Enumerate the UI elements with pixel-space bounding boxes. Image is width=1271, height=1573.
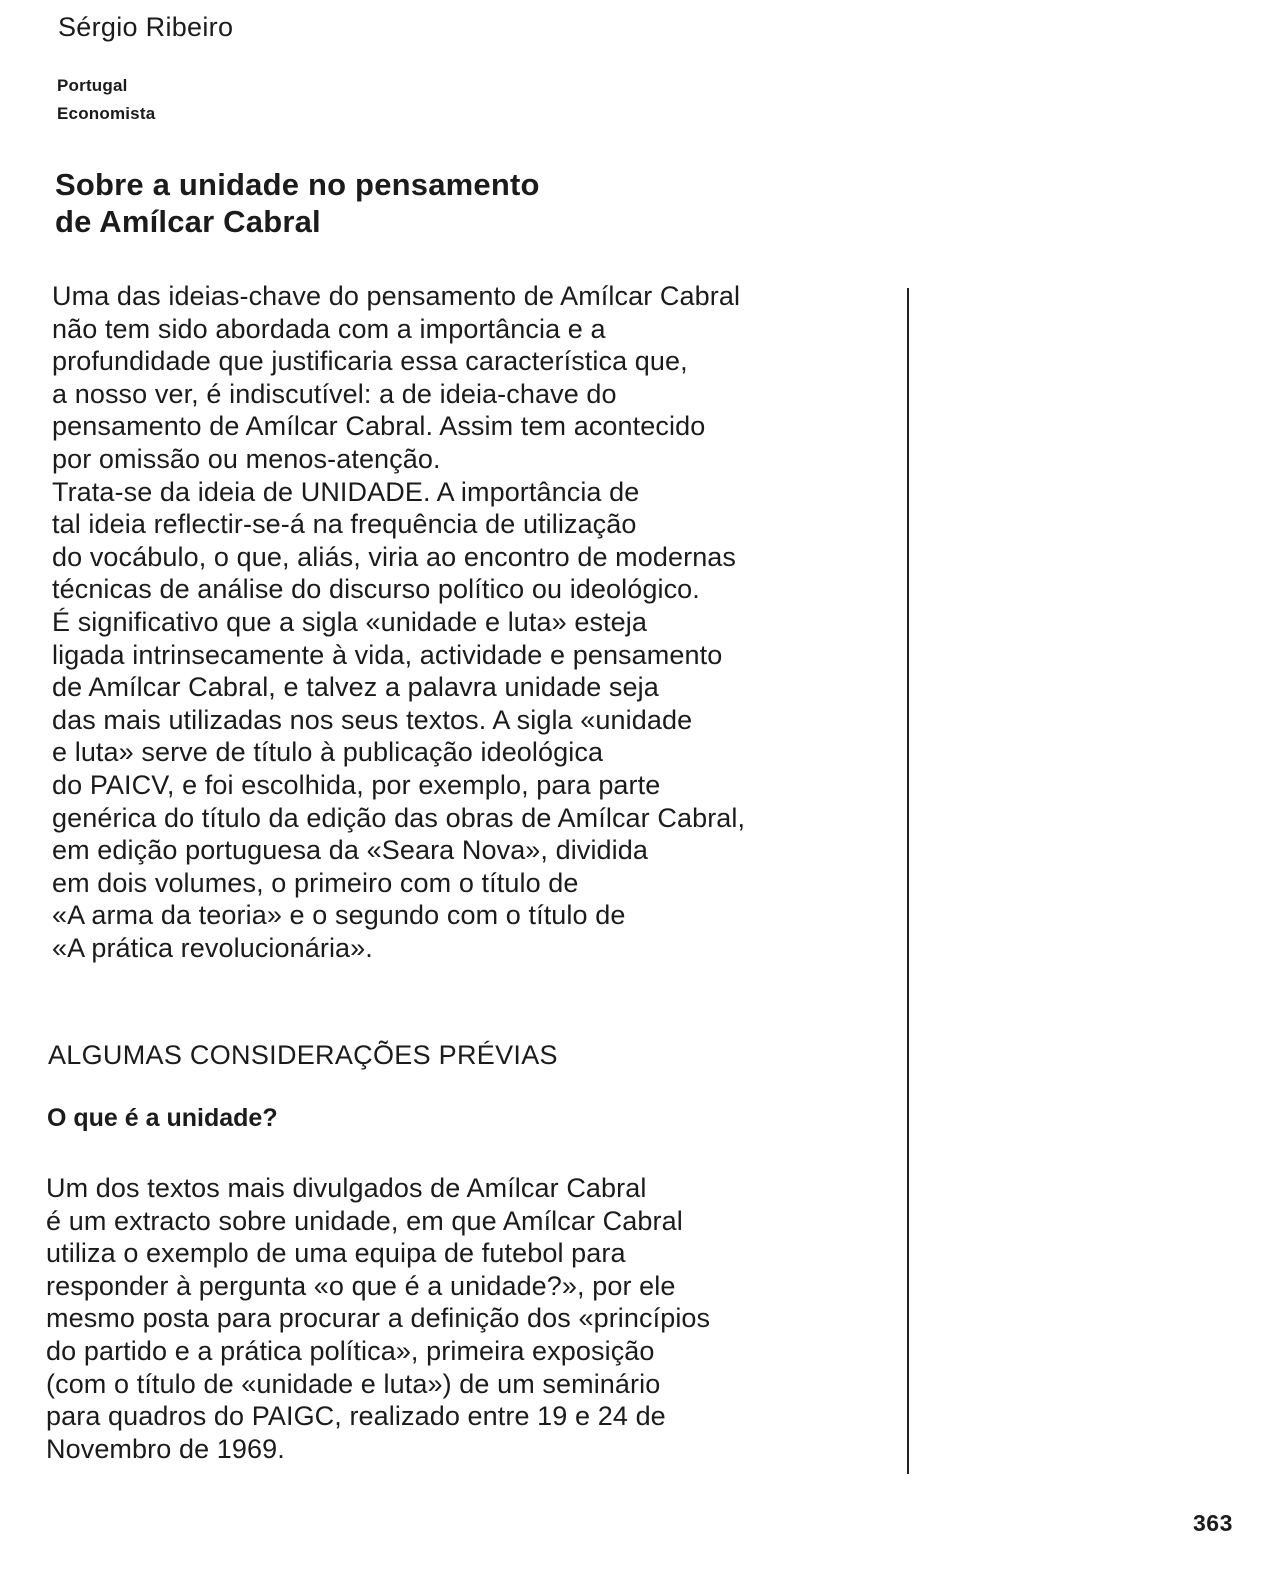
text-line: ligada intrinsecamente à vida, actividade e pensamento (52, 639, 723, 670)
text-line: É significativo que a sigla «unidade e luta» esteja (52, 606, 647, 637)
title-line: de Amílcar Cabral (55, 204, 321, 239)
page-number: 363 (1193, 1510, 1233, 1536)
text-line: Trata-se da ideia de UNIDADE. A importância de (52, 476, 640, 507)
text-line: Um dos textos mais divulgados de Amílcar Cabral (46, 1173, 647, 1203)
text-line: em edição portuguesa da «Seara Nova», dividida (52, 835, 648, 866)
text-line: mesmo posta para procurar a definição dos «princípios (46, 1303, 711, 1334)
text-line: pensamento de Amílcar Cabral. Assim tem acontecido (52, 411, 706, 442)
text-line: não tem sido abordada com a importância e a (52, 313, 606, 344)
author-name: Sérgio Ribeiro (58, 12, 234, 42)
text-line: do vocábulo, o que, aliás, viria ao encontro de modernas (52, 541, 737, 572)
article-title (55, 166, 540, 240)
text-line: «A arma da teoria» e o segundo com o título de (52, 900, 626, 931)
text-line: das mais utilizadas nos seus textos. A sigla «unidade (52, 704, 693, 735)
section-paragraph (46, 1172, 710, 1465)
text-line: do partido e a prática política», primeira exposição (46, 1335, 655, 1366)
text-line: em dois volumes, o primeiro com o título de (52, 867, 579, 898)
subsection-heading: O que é a unidade? (47, 1104, 278, 1132)
text-line: Uma das ideias-chave do pensamento de Amílcar Cabral (52, 281, 741, 311)
text-line: do PAICV, e foi escolhida, por exemplo, para parte (52, 769, 661, 800)
text-line: é um extracto sobre unidade, em que Amílcar Cabral (46, 1205, 683, 1236)
text-line: tal ideia reflectir-se-á na frequência de utilização (52, 509, 637, 540)
text-line: profundidade que justificaria essa característica que, (52, 346, 688, 377)
title-line: Sobre a unidade no pensamento (55, 167, 540, 202)
text-line: genérica do título da edição das obras de Amílcar Cabral, (52, 802, 746, 833)
text-line: a nosso ver, é indiscutível: a de ideia-chave do (52, 378, 617, 409)
author-profession: Economista (57, 104, 156, 123)
text-line: utiliza o exemplo de uma equipa de futebol para (46, 1238, 626, 1269)
text-line: responder à pergunta «o que é a unidade?», por ele (46, 1270, 676, 1301)
text-line: «A prática revolucionária». (52, 932, 373, 963)
text-line: por omissão ou menos-atenção. (52, 443, 441, 474)
text-line: (com o título de «unidade e luta») de um seminário (46, 1368, 661, 1399)
text-line: e luta» serve de título à publicação ideológica (52, 737, 604, 768)
section-heading: ALGUMAS CONSIDERAÇÕES PRÉVIAS (48, 1040, 558, 1070)
text-line: Novembro de 1969. (46, 1433, 285, 1464)
text-line: para quadros do PAIGC, realizado entre 19 e 24 de (46, 1401, 666, 1432)
author-affiliation (57, 72, 155, 128)
margin-rule (907, 288, 909, 1474)
text-line: técnicas de análise do discurso político ou ideológico. (52, 574, 700, 605)
text-line: de Amílcar Cabral, e talvez a palavra unidade seja (52, 672, 659, 703)
author-country: Portugal (57, 76, 128, 95)
intro-paragraph (52, 280, 745, 964)
